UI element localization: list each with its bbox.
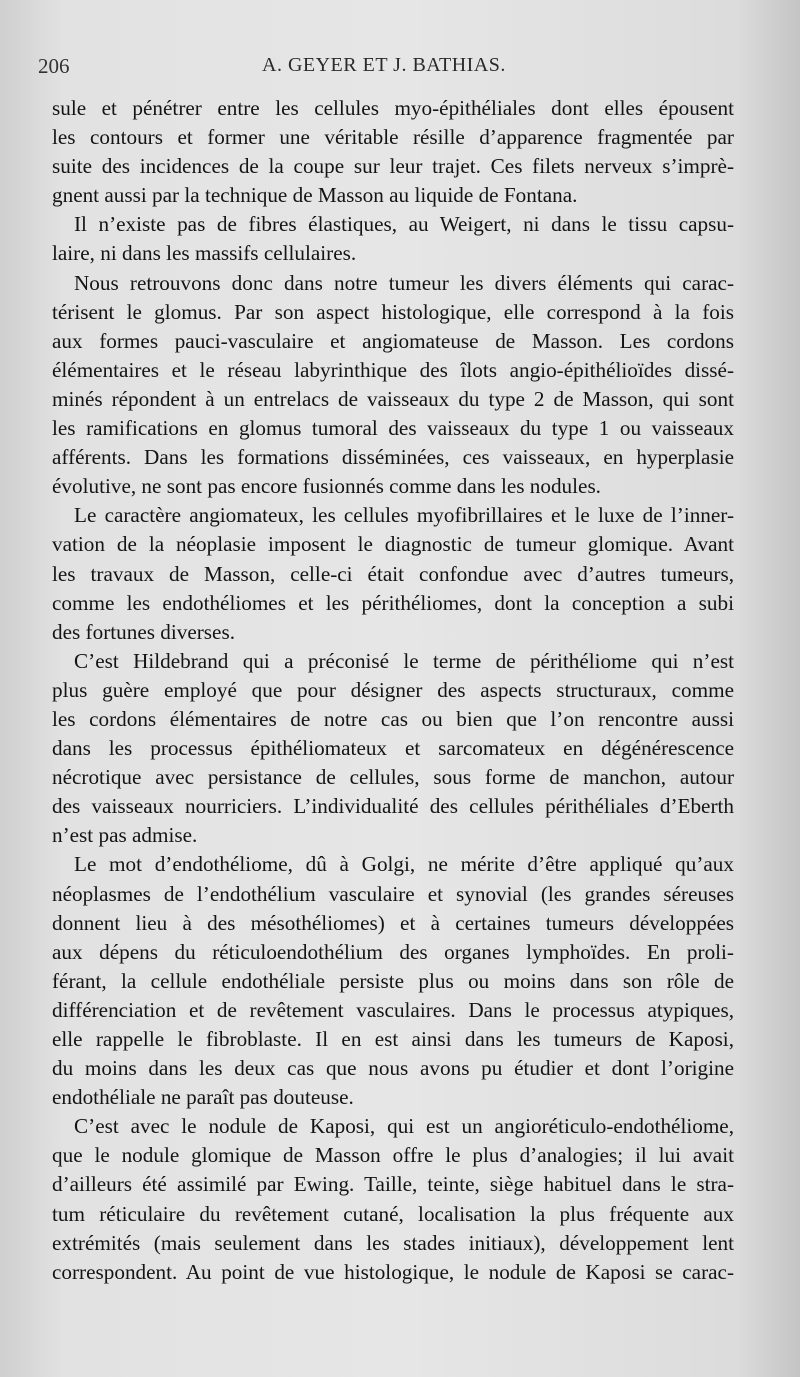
text-line: Le mot d’endothéliome, dû à Golgi, ne mérite d’être appliqué qu’aux <box>74 852 734 877</box>
text-line: sule et pénétrer entre les cellules myo-épithéliales dont elles épousent <box>52 96 734 120</box>
text-line: plus guère employé que pour désigner des aspects structuraux, comme <box>52 677 734 702</box>
text-line: C’est avec le nodule de Kaposi, qui est un angioréticulo-endothéliome, <box>74 1114 734 1139</box>
text-line: donnent lieu à des mésothéliomes) et à certaines tumeurs développées <box>52 910 734 935</box>
page-number: 206 <box>38 54 70 78</box>
text-line: les cordons élémentaires de notre cas ou bien que l’on rencontre aussi <box>52 706 734 731</box>
text-line: néoplasmes de l’endothélium vasculaire et synovial (les grandes séreuses <box>52 881 734 906</box>
text-line: extrémités (mais seulement dans les stades initiaux), développement lent <box>52 1230 734 1255</box>
paragraph <box>52 501 734 646</box>
text-line: du moins dans les deux cas que nous avons pu étudier et dont l’origine <box>52 1056 734 1081</box>
text-line: laire, ni dans les massifs cellulaires. <box>52 241 357 266</box>
text-line: évolutive, ne sont pas encore fusionnés comme dans les nodules. <box>52 474 601 499</box>
text-line: gnent aussi par la technique de Masson au liquide de Fontana. <box>52 183 578 208</box>
text-line: d’ailleurs été assimilé par Ewing. Taille, teinte, siège habituel dans le stra- <box>52 1172 734 1197</box>
text-line: minés répondent à un entrelacs de vaisseaux du type 2 de Masson, qui sont <box>52 386 734 411</box>
text-line: élémentaires et le réseau labyrinthique des îlots angio-épithélioïdes dissé- <box>52 357 734 382</box>
text-line: Il n’existe pas de fibres élastiques, au Weigert, ni dans le tissu capsu- <box>74 212 734 237</box>
text-line: Le caractère angiomateux, les cellules myofibrillaires et le luxe de l’inner- <box>74 503 734 528</box>
paragraph <box>52 1112 734 1287</box>
text-line: nécrotique avec persistance de cellules, sous forme de manchon, autour <box>52 765 734 790</box>
page-header <box>0 50 800 84</box>
text-line: que le nodule glomique de Masson offre le plus d’analogies; il lui avait <box>52 1143 734 1168</box>
text-line: les ramifications en glomus tumoral des vaisseaux du type 1 ou vaisseaux <box>52 416 734 441</box>
paragraph <box>52 850 734 1112</box>
text-line: correspondent. Au point de vue histologique, le nodule de Kaposi se carac- <box>52 1259 734 1284</box>
text-line: aux dépens du réticuloendothélium des organes lymphoïdes. En proli- <box>52 939 734 964</box>
body-text <box>52 94 734 1287</box>
text-line: des vaisseaux nourriciers. L’individualité des cellules périthéliales d’Eberth <box>52 794 734 819</box>
text-line: Nous retrouvons donc dans notre tumeur les divers éléments qui carac- <box>74 270 734 295</box>
text-line: les contours et former une véritable résille d’apparence fragmentée par <box>52 125 734 150</box>
paragraph <box>52 647 734 851</box>
text-line: les travaux de Masson, celle-ci était confondue avec d’autres tumeurs, <box>52 561 734 586</box>
running-head: A. GEYER ET J. BATHIAS. <box>262 54 506 76</box>
text-line: tum réticulaire du revêtement cutané, localisation la plus fréquente aux <box>52 1201 734 1226</box>
paragraph <box>52 94 734 210</box>
text-line: différenciation et de revêtement vasculaires. Dans le processus atypiques, <box>52 997 734 1022</box>
text-line: vation de la néoplasie imposent le diagnostic de tumeur glomique. Avant <box>52 532 734 557</box>
paragraph <box>52 269 734 502</box>
text-line: des fortunes diverses. <box>52 619 235 644</box>
text-line: suite des incidences de la coupe sur leur trajet. Ces filets nerveux s’imprè- <box>52 154 734 179</box>
text-line: elle rappelle le fibroblaste. Il en est ainsi dans les tumeurs de Kaposi, <box>52 1027 734 1051</box>
text-line: afférents. Dans les formations disséminées, ces vaisseaux, en hyperplasie <box>52 445 734 470</box>
text-line: aux formes pauci-vasculaire et angiomateuse de Masson. Les cordons <box>52 328 734 353</box>
text-line: comme les endothéliomes et les périthéliomes, dont la conception a subi <box>52 590 734 615</box>
text-line: C’est Hildebrand qui a préconisé le terme de périthéliome qui n’est <box>74 648 734 673</box>
paragraph <box>52 210 734 268</box>
text-line: férant, la cellule endothéliale persiste plus ou moins dans son rôle de <box>52 968 734 993</box>
text-line: n’est pas admise. <box>52 823 198 848</box>
text-line: dans les processus épithéliomateux et sarcomateux en dégénérescence <box>52 736 734 761</box>
text-line: térisent le glomus. Par son aspect histologique, elle correspond à la fois <box>52 299 734 324</box>
text-line: endothéliale ne paraît pas douteuse. <box>52 1085 354 1110</box>
